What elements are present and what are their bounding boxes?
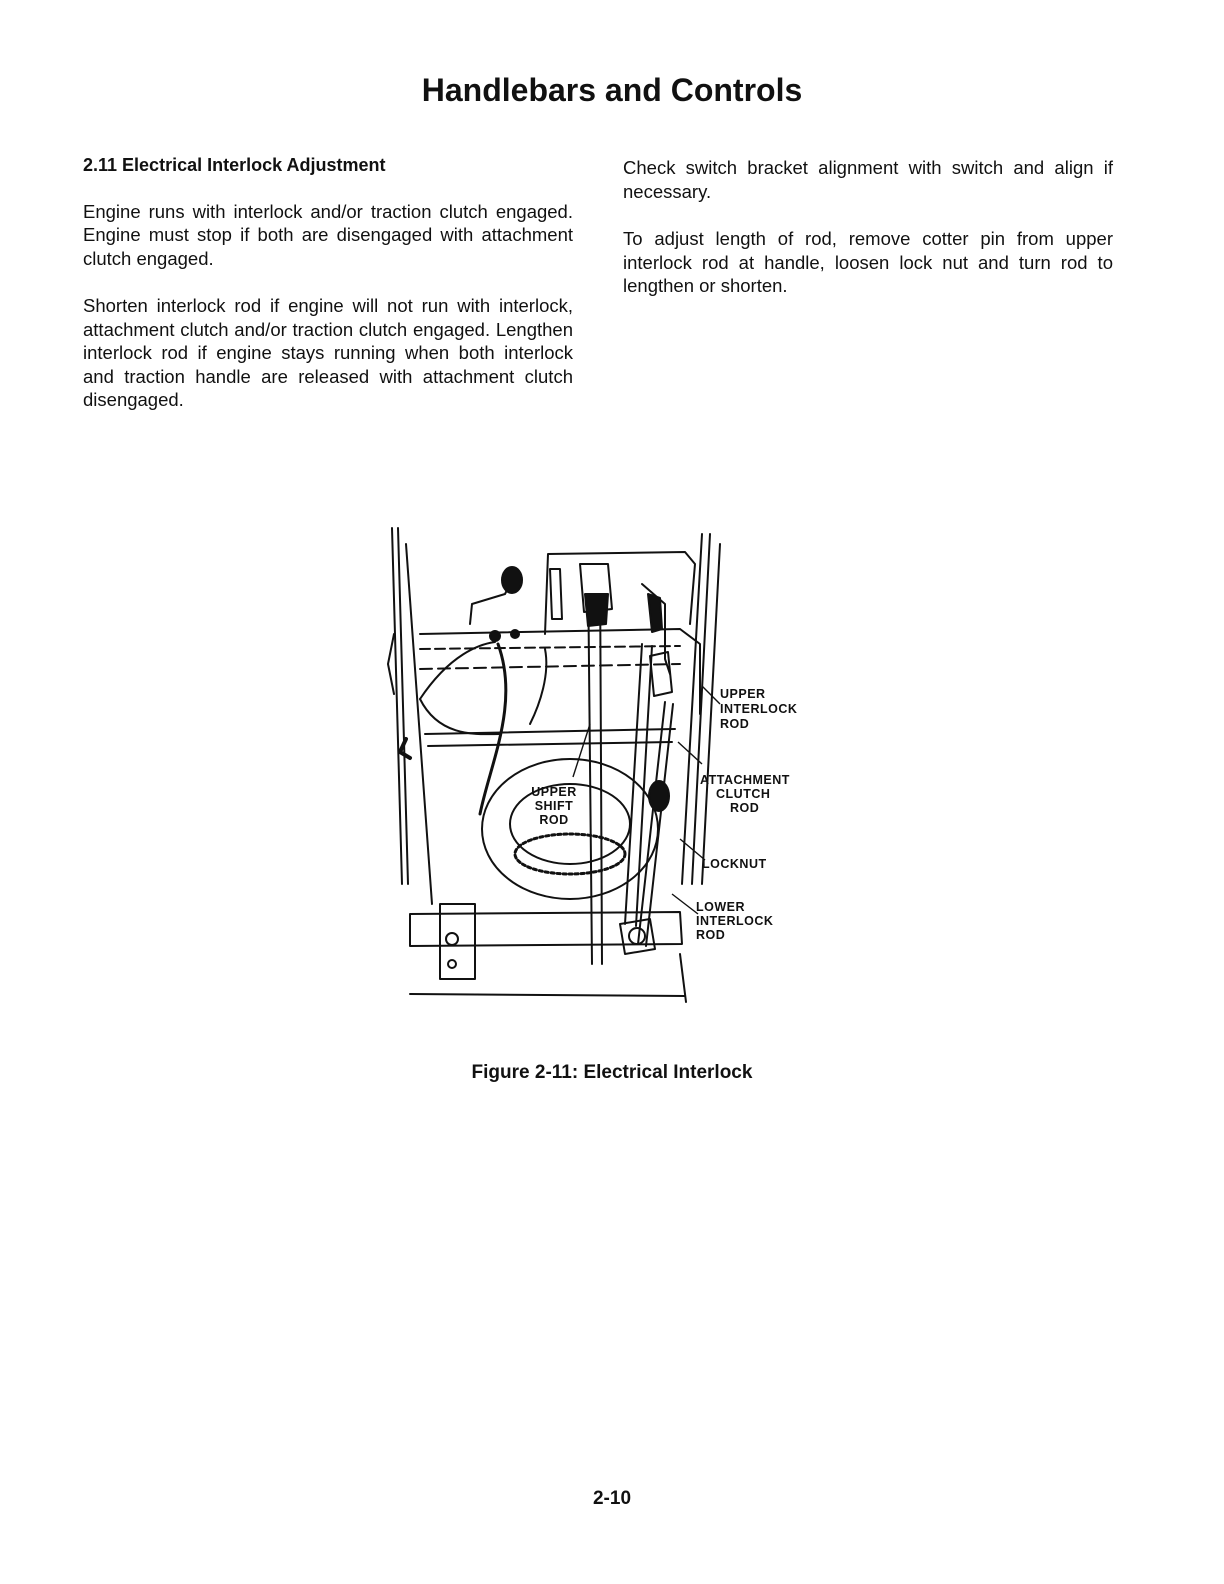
upper-interlock-rod-label xyxy=(720,687,797,731)
interlock-illustration xyxy=(380,524,820,1019)
svg-text:SHIFT: SHIFT xyxy=(534,799,574,813)
svg-text:LOCKNUT: LOCKNUT xyxy=(702,857,767,871)
svg-text:LOWER: LOWER xyxy=(696,900,746,914)
paragraph-adjust-length: To adjust length of rod, remove cotter pin from upper interlock rod at handle, loosen lock nut and turn rod to lengthen or shorten. xyxy=(623,228,1113,296)
figure-caption: Figure 2-11: Electrical Interlock xyxy=(471,1062,753,1083)
section-heading: 2.11 Electrical Interlock Adjustment xyxy=(83,155,386,175)
svg-text:UPPER: UPPER xyxy=(531,785,577,799)
paragraph-check-bracket: Check switch bracket alignment with switch and align if necessary. xyxy=(623,157,1113,202)
attachment-clutch-rod-label xyxy=(700,773,790,815)
svg-text:ROD: ROD xyxy=(720,717,750,731)
svg-text:ROD: ROD xyxy=(539,813,569,827)
svg-text:UPPER: UPPER xyxy=(720,687,766,701)
callout-leaders xyxy=(573,686,720,914)
svg-text:INTERLOCK: INTERLOCK xyxy=(720,702,798,716)
svg-text:ATTACHMENT: ATTACHMENT xyxy=(700,773,790,787)
paragraph-shorten-rod: Shorten interlock rod if engine will not run with interlock, attachment clutch and/or traction clutch engaged. Lengthen interlock rod if engine stays running when both interlock and traction handle are released with attachment clutch disengaged. xyxy=(83,295,573,410)
svg-text:CLUTCH: CLUTCH xyxy=(716,787,771,801)
svg-text:ROD: ROD xyxy=(696,928,726,942)
upper-shift-rod-label xyxy=(531,785,577,827)
svg-text:ROD: ROD xyxy=(730,801,760,815)
lower-interlock-rod-label xyxy=(696,900,773,942)
svg-text:INTERLOCK: INTERLOCK xyxy=(696,914,774,928)
page-number: 2-10 xyxy=(592,1488,632,1509)
page-title: Handlebars and Controls xyxy=(421,72,803,108)
right-column xyxy=(623,156,1113,322)
paragraph-engine-runs: Engine runs with interlock and/or traction clutch engaged. Engine must stop if both are disengaged with attachment clutch engaged. xyxy=(83,200,573,269)
electrical-interlock-figure xyxy=(380,524,820,1019)
left-column xyxy=(83,154,573,436)
locknut-label xyxy=(702,857,767,871)
